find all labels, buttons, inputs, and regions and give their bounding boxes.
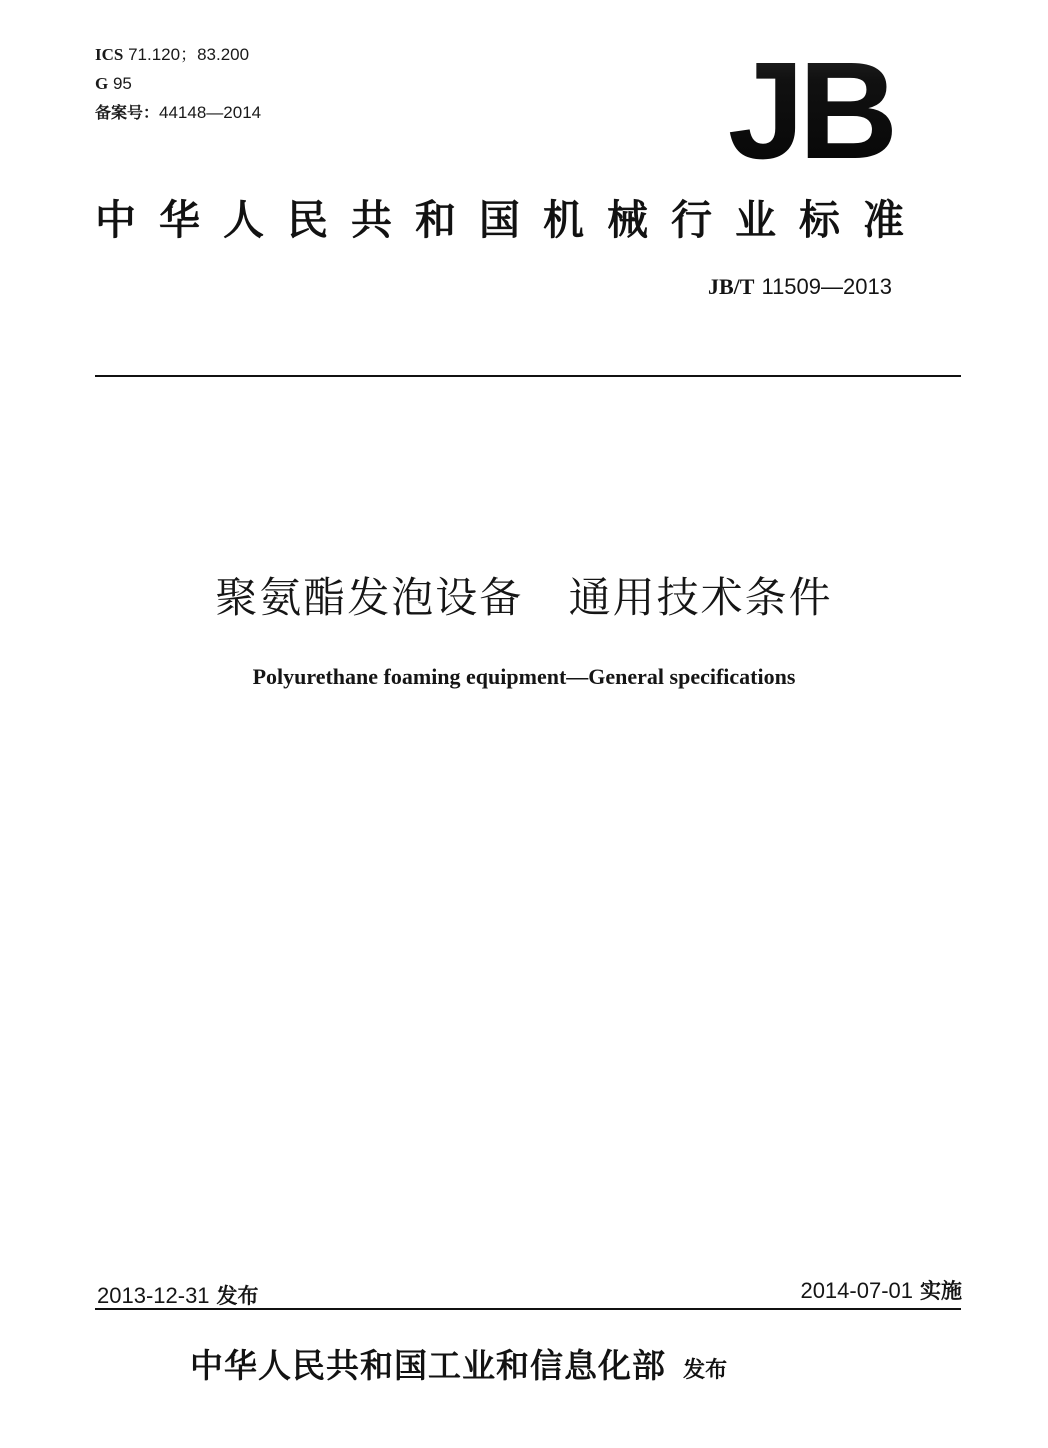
jb-logo [712, 48, 908, 166]
effective-label: 实施 [920, 1279, 962, 1303]
ics-value: 71.120；83.200 [128, 45, 250, 64]
header-divider [95, 375, 961, 377]
record-label: 备案号： [95, 103, 160, 122]
document-title-en: Polyurethane foaming equipment—General specifications [252, 664, 796, 689]
issuer-action: 发布 [683, 1358, 728, 1383]
record-line [95, 98, 261, 127]
classification-block [95, 40, 261, 127]
title-cn-part2: 通用技术条件 [568, 573, 833, 622]
record-value: 44148—2014 [159, 103, 262, 122]
ics-prefix: ICS [95, 45, 124, 64]
class-value: 95 [112, 74, 132, 93]
issuer-name: 中华人民共和国工业和信息化部 [190, 1346, 666, 1385]
document-title-cn [0, 565, 1048, 625]
issue-date: 2013-12-31 [97, 1283, 210, 1308]
class-line [95, 69, 261, 98]
class-prefix: G [95, 74, 109, 93]
issue-label: 发布 [216, 1284, 259, 1308]
ics-line [95, 40, 261, 69]
effective-date: 2014-07-01 [800, 1278, 913, 1303]
title-cn-part1: 聚氨酯发泡设备 [215, 573, 524, 622]
industry-standard-title: 中华人民共和国机械行业标准 [95, 196, 927, 244]
standard-code-number: 11509—2013 [761, 274, 892, 299]
effective-date-block [800, 1275, 962, 1305]
jb-logo-text: JB [727, 48, 893, 166]
issuer-block [190, 1340, 727, 1387]
standard-code-prefix: JB/T [708, 274, 755, 299]
issue-date-block [97, 1280, 259, 1310]
footer-divider [95, 1308, 961, 1310]
standard-code [708, 274, 892, 300]
